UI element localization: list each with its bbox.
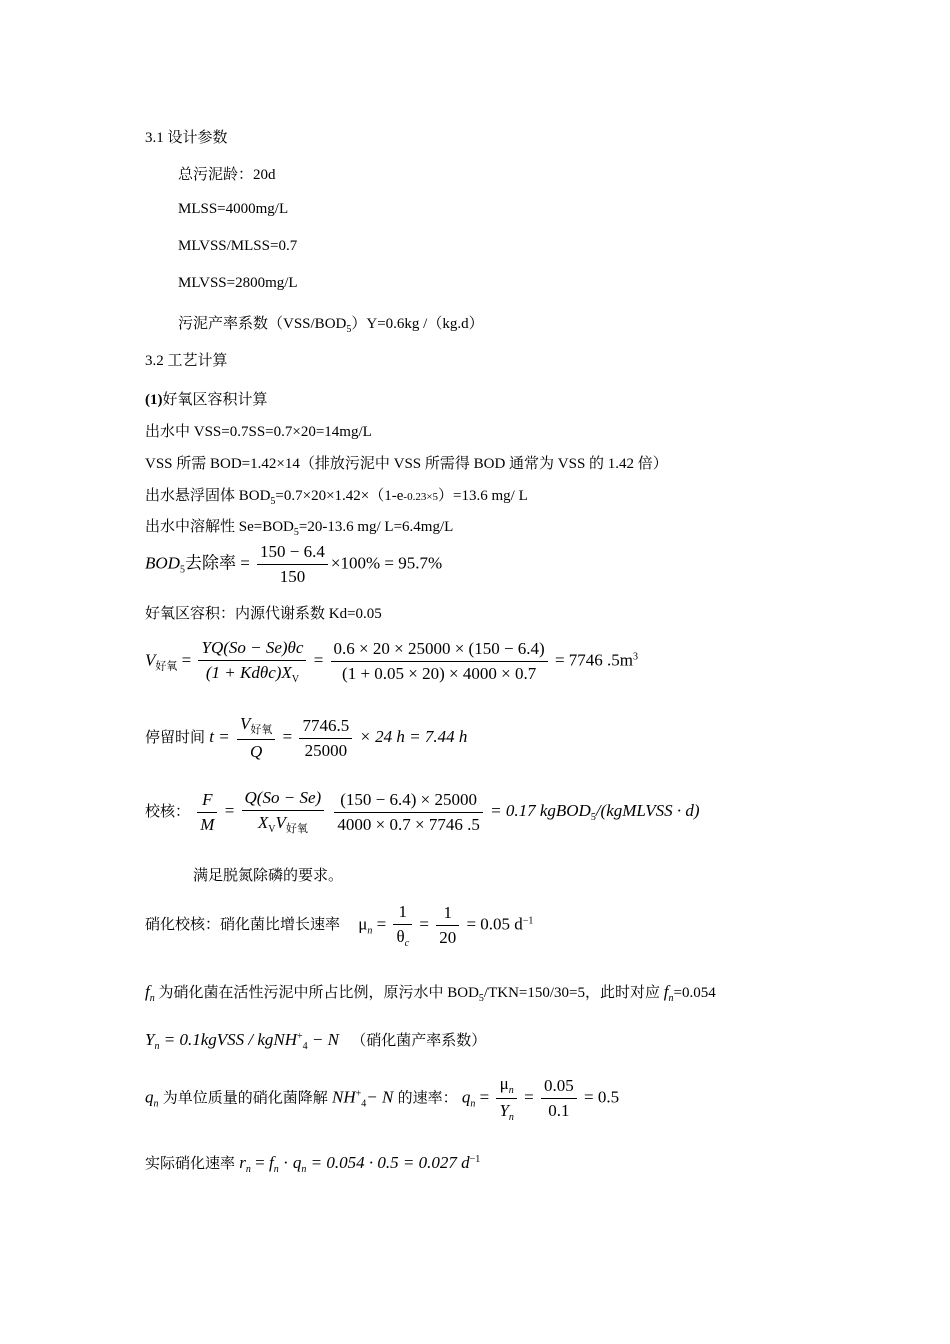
fm-check-equation: 校核： $\frac{F}{M}$ = $\frac{Q(So - Se)}{X_VV_{好氧}}$ $\frac{(150 - 6.4) \times 25000}{4000 \times 0.7 \times 7746 .5}$ = 0.17 kgBOD$_5$/(kgMLVSS · d)	[145, 788, 700, 835]
param-mlvss: MLVSS=2800mg/L	[178, 275, 298, 291]
nitrifier-fraction-line: $f_n$ 为硝化菌在活性污泥中所占比例，原污水中 $BOD_5/TKN=150/30=5$，此时对应 $f_n=0.054$	[145, 982, 716, 1004]
bod-removal-equation: $BOD_5$去除率 = $\frac{150 - 6.4}{150}$ ×100% = 95.7%	[145, 542, 443, 586]
subsection-aerobic: (1)好氧区容积计算	[145, 392, 268, 408]
nitrifier-yield-line: $Y_n$ = 0.1kgVSS / kgNH+$_4$ − N （硝化菌产率系数）	[145, 1030, 487, 1052]
vss-bod: VSS 所需 BOD=1.42×14（排放污泥中 VSS 所需得 BOD 通常为 VSS 的 1.42 倍）	[145, 456, 668, 472]
effluent-ss-bod: 出水悬浮固体 $BOD_5=0.7\times 20\times 1.42\times(1-e-0.23\times 5)=13.6$ mg/ L	[145, 488, 528, 507]
section-title-3-2: 3.2 工艺计算	[145, 353, 228, 369]
param-sludge-age: 总污泥龄：20d	[178, 167, 276, 183]
param-mlss: MLSS=4000mg/L	[178, 201, 289, 217]
aerobic-volume-label: 好氧区容积：内源代谢系数 Kd=0.05	[145, 606, 382, 622]
effluent-soluble-se: 出水中溶解性 $Se=BOD_5=20-13.6$ mg/ L=6.4mg/L	[145, 519, 454, 538]
param-ratio: MLVSS/MLSS=0.7	[178, 238, 298, 254]
nitrification-check-equation: 硝化校核：硝化菌比增长速率 $\mu_n$ = $\frac{1}{\theta_c}$ = $\frac{1}{20}$ = 0.05 $d^{-1}$	[145, 902, 534, 949]
requirement-met: 满足脱氮除磷的要求。	[193, 868, 344, 884]
degradation-rate-line: $q_n$ 为单位质量的硝化菌降解 $NH^+_4- N$ 的速率： $q_n$ = $\frac{\mu_n}{Y_n}$ = $\frac{0.05}{0.1}$ = 0.5	[145, 1074, 620, 1123]
effluent-vss: 出水中 VSS=0.7SS=0.7×20=14mg/L	[145, 424, 372, 440]
param-yield: 污泥产率系数$(VSS/BOD_5)Y=0.6kg$ /（kg.d）	[178, 316, 484, 335]
retention-time-equation: 停留时间 t = $\frac{V_{好氧}}{Q}$ = $\frac{7746.5}{25000}$ × 24 h = 7.44 h	[145, 714, 468, 761]
section-title-3-1: 3.1 设计参数	[145, 130, 228, 146]
aerobic-volume-equation: $V_{好氧}$ = $\frac{YQ(So - Se)\theta c}{(1 + Kd\theta c)X_V}$ = $\frac{0.6 \times 20 \times 25000 \times (150 - 6.4)}{(1 + 0.05 \times 20) \times 4000 \times 0.7}$ = 7746 $.5m^3$	[145, 638, 639, 685]
actual-nitrification-rate-line: 实际硝化速率 $r_n = f_n \cdot q_n = 0.054 \cdot 0.5 = 0.027$ $d^{-1}$	[145, 1153, 481, 1175]
